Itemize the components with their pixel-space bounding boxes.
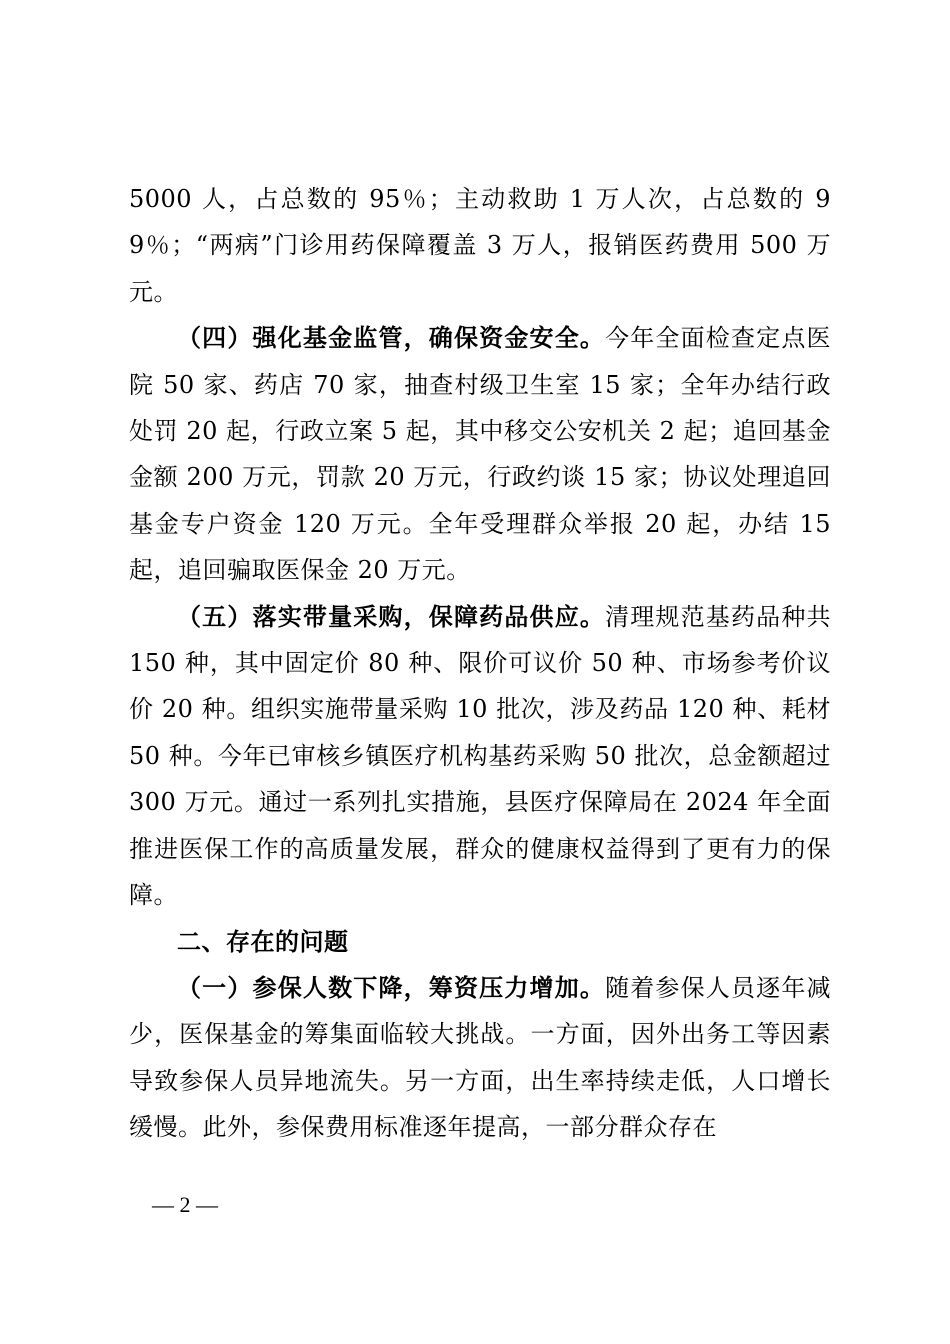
paragraph-body: 随着参保人员逐年减少，医保基金的筹集面临较大挑战。一方面，因外出务工等因素导致参保人员异地流失。另一方面，出生率持续走低，人口增长缓慢。此外，参保费用标准逐年提高，一部分群众存在 [129,973,832,1142]
page-number: — 2 — [152,1192,218,1217]
paragraph-lead: （四）强化基金监管，确保资金安全。 [177,323,606,353]
paragraph-body: 今年全面检查定点医院 50 家、药店 70 家，抽查村级卫生室 15 家；全年办结行政处罚 20 起，行政立案 5 起，其中移交公安机关 2 起；追回基金金额 200 万元，罚款 20 万元，行政约谈 15 家；协议处理追回基金专户资金 120 万元。全年受理群众举报 20 起，办结 15 起，追回骗取医保金 20 万元。 [129,324,832,585]
paragraph-insured-decline [129,965,831,1151]
paragraph-body: 清理规范基药品种共 150 种，其中固定价 80 种、限价可议价 50 种、市场参考价议价 20 种。组织实施带量采购 10 批次，涉及药品 120 种、耗材 50 种。今年已审核乡镇医疗机构基药采购 50 批次，总金额超过 300 万元。通过一系列扎实措施，县医疗保障局在 2024 年全面推进医保工作的高质量发展，群众的健康权益得到了更有力的保障。 [129,602,832,910]
paragraph-fund-supervision [129,315,831,593]
paragraph-lead: （五）落实带量采购，保障药品供应。 [177,601,606,631]
paragraph-lead: （一）参保人数下降，筹资压力增加。 [177,972,606,1002]
paragraph-volume-procurement [129,594,831,919]
section-heading: 二、存在的问题 [177,927,349,956]
paragraph-continued: 5000 人，占总数的 95％；主动救助 1 万人次，占总数的 99％；“两病”门诊用药保障覆盖 3 万人，报销医药费用 500 万元。 [129,185,831,306]
document-body [129,176,831,1151]
